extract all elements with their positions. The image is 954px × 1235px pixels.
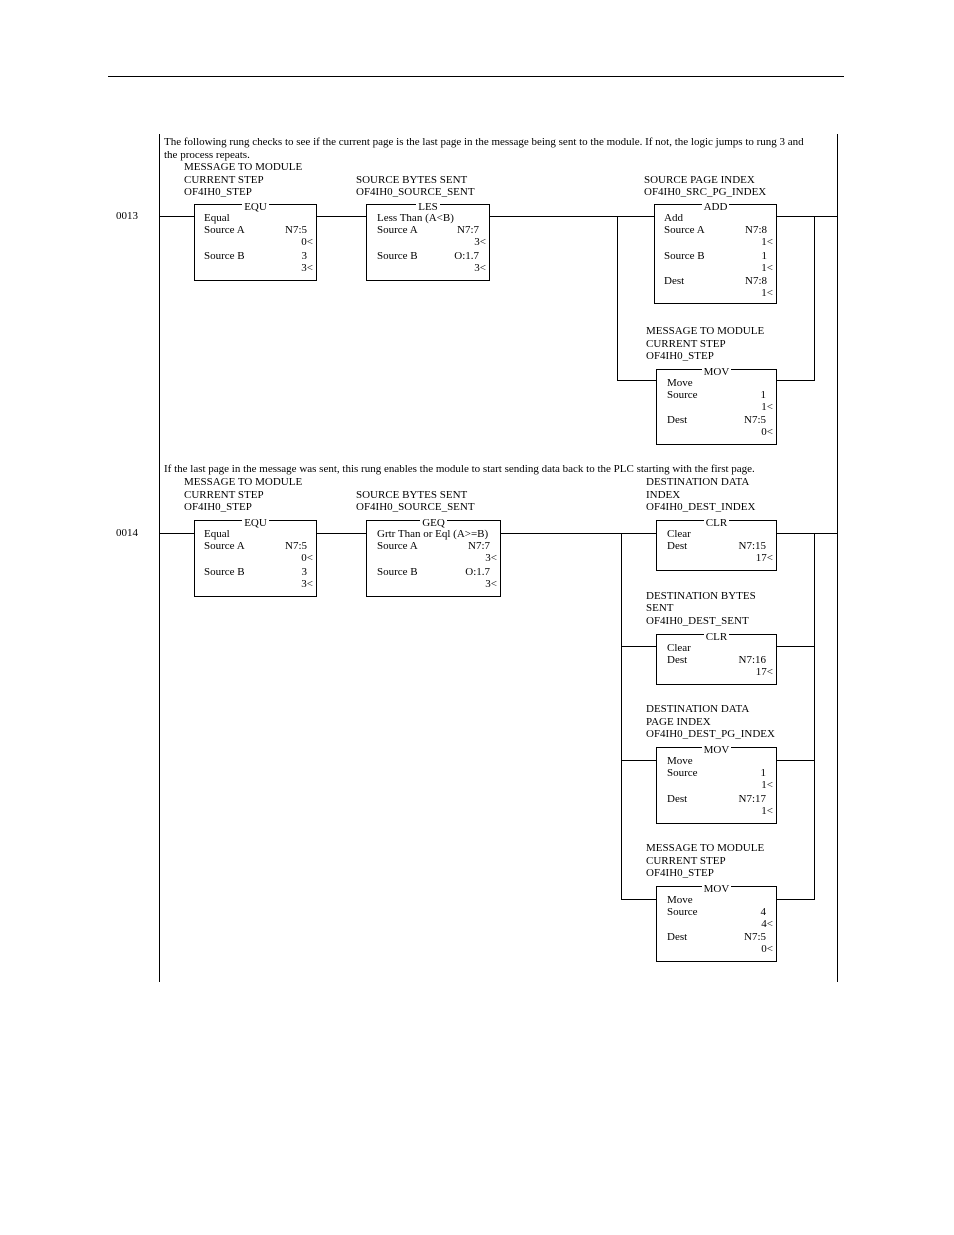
rung-0014-mov2-tag-line-2: CURRENT STEP [646, 855, 726, 867]
rung-0014-clr2-tag-line-1: DESTINATION BYTES [646, 590, 756, 602]
source-a-address: N7:5 [285, 224, 307, 236]
rung-0014-mov2-instruction[interactable] [656, 883, 777, 962]
dest-address: N7:16 [738, 654, 766, 666]
source-a-value: 3< [485, 552, 497, 564]
dest-label: Dest [667, 931, 688, 943]
instruction-mnemonic: EQU [244, 517, 267, 529]
rung-0014-geq-tag-line-2: OF4IH0_SOURCE_SENT [356, 501, 475, 513]
source-b-address: 1 [761, 250, 767, 262]
source-address: 1 [760, 389, 766, 401]
instruction-mnemonic: CLR [705, 631, 728, 643]
rung-0013-add-instruction[interactable] [654, 201, 777, 304]
source-a-value: 0< [301, 552, 313, 564]
dest-label: Dest [667, 540, 688, 552]
instruction-mnemonic: GEQ [422, 517, 445, 529]
rung-0014-mov1-tag-line-1: DESTINATION DATA [646, 703, 750, 715]
rung-0014-mov2-tag-line-3: OF4IH0_STEP [646, 867, 714, 879]
source-a-value: 0< [301, 236, 313, 248]
source-b-label: Source B [377, 566, 418, 578]
rung-0014-clr1-instruction[interactable] [656, 517, 777, 571]
rung-0014-mov1-tag-line-3: OF4IH0_DEST_PG_INDEX [646, 728, 775, 740]
source-b-value: 3< [301, 262, 313, 274]
dest-label: Dest [667, 414, 688, 426]
dest-value: 17< [755, 552, 773, 564]
rung-0013-comment-line-2: the process repeats. [164, 149, 250, 161]
source-value: 1< [761, 779, 773, 791]
rung-0014-comment-line-1: If the last page in the message was sent, this rung enables the module to start sending data back to the PLC starting with the first page. [164, 463, 755, 475]
source-a-label: Source A [204, 224, 245, 236]
source-b-label: Source B [664, 250, 705, 262]
source-value: 4< [761, 918, 773, 930]
instruction-mnemonic: CLR [705, 517, 728, 529]
instruction-mnemonic: MOV [703, 744, 730, 756]
source-a-label: Source A [664, 224, 705, 236]
source-b-value: 3< [474, 262, 486, 274]
instruction-title: Clear [667, 642, 691, 654]
source-b-value: 3< [301, 578, 313, 590]
instruction-title: Clear [667, 528, 691, 540]
rung-0014-clr2-instruction[interactable] [656, 631, 777, 685]
dest-value: 1< [761, 287, 773, 299]
instruction-mnemonic: MOV [703, 883, 730, 895]
source-a-value: 1< [761, 236, 773, 248]
source-b-address: 3 [301, 566, 307, 578]
source-b-label: Source B [377, 250, 418, 262]
source-a-label: Source A [377, 224, 418, 236]
dest-value: 17< [755, 666, 773, 678]
source-a-value: 3< [474, 236, 486, 248]
source-b-address: 3 [301, 250, 307, 262]
rung-0013-mov-tag-line-3: OF4IH0_STEP [646, 350, 714, 362]
dest-address: N7:17 [738, 793, 766, 805]
instruction-title: Move [667, 377, 693, 389]
rung-0014-geq-instruction[interactable] [366, 517, 501, 597]
dest-address: N7:5 [744, 931, 766, 943]
rung-0014-mov2-tag-line-1: MESSAGE TO MODULE [646, 842, 765, 854]
rung-0014-clr2-tag-line-3: OF4IH0_DEST_SENT [646, 615, 749, 627]
rung-0013-mov-tag-line-1: MESSAGE TO MODULE [646, 325, 765, 337]
dest-value: 0< [761, 426, 773, 438]
dest-address: N7:5 [744, 414, 766, 426]
instruction-title: Equal [204, 528, 230, 540]
rung-0014-equ-instruction[interactable] [194, 517, 317, 597]
source-label: Source [667, 906, 698, 918]
source-label: Source [667, 389, 698, 401]
source-b-label: Source B [204, 566, 245, 578]
source-address: 1 [760, 767, 766, 779]
dest-value: 1< [761, 805, 773, 817]
instruction-title: Move [667, 894, 693, 906]
source-a-label: Source A [377, 540, 418, 552]
rung-0013-les-tag-line-1: SOURCE BYTES SENT [356, 174, 468, 186]
source-a-address: N7:5 [285, 540, 307, 552]
instruction-mnemonic: EQU [244, 201, 267, 213]
rung-0013-equ-instruction[interactable] [194, 201, 317, 281]
source-label: Source [667, 767, 698, 779]
rung-0014-clr2-tag-line-2: SENT [646, 602, 674, 614]
rung-0013-number: 0013 [116, 210, 138, 222]
instruction-title: Move [667, 755, 693, 767]
rung-0013-mov-instruction[interactable] [656, 366, 777, 445]
rung-0013-equ-tag-line-3: OF4IH0_STEP [184, 186, 252, 198]
rung-0014-mov1-tag-line-2: PAGE INDEX [646, 716, 711, 728]
rung-0014-clr1-tag-line-3: OF4IH0_DEST_INDEX [646, 501, 756, 513]
rung-0014-clr1-tag-line-2: INDEX [646, 489, 681, 501]
source-b-label: Source B [204, 250, 245, 262]
rung-0014-equ-tag-line-1: MESSAGE TO MODULE [184, 476, 303, 488]
rung-0014-equ-tag-line-2: CURRENT STEP [184, 489, 264, 501]
source-b-address: O:1.7 [454, 250, 479, 262]
source-a-address: N7:8 [745, 224, 767, 236]
dest-label: Dest [667, 793, 688, 805]
instruction-mnemonic: ADD [703, 201, 728, 213]
source-a-address: N7:7 [468, 540, 490, 552]
instruction-mnemonic: MOV [703, 366, 730, 378]
source-value: 1< [761, 401, 773, 413]
rung-0013-les-instruction[interactable] [366, 201, 490, 281]
rung-0013-add-tag-line-1: SOURCE PAGE INDEX [644, 174, 755, 186]
rung-0013-add-tag-line-2: OF4IH0_SRC_PG_INDEX [644, 186, 767, 198]
source-b-value: 1< [761, 262, 773, 274]
rung-0013-les-tag-line-2: OF4IH0_SOURCE_SENT [356, 186, 475, 198]
dest-label: Dest [664, 275, 685, 287]
rung-0014-mov1-instruction[interactable] [656, 744, 777, 824]
source-b-address: O:1.7 [465, 566, 490, 578]
instruction-title: Add [664, 212, 683, 224]
dest-address: N7:15 [738, 540, 766, 552]
rung-0013-comment-line-1: The following rung checks to see if the current page is the last page in the message being sent to the module. If not, the logic jumps to rung 3 and [164, 136, 804, 148]
dest-value: 0< [761, 943, 773, 955]
rung-0013-equ-tag-line-2: CURRENT STEP [184, 174, 264, 186]
dest-address: N7:8 [745, 275, 767, 287]
instruction-mnemonic: LES [418, 201, 438, 213]
source-a-label: Source A [204, 540, 245, 552]
instruction-title: Equal [204, 212, 230, 224]
instruction-title: Less Than (A<B) [377, 212, 454, 224]
rung-0013-equ-tag-line-1: MESSAGE TO MODULE [184, 161, 303, 173]
rung-0014-number: 0014 [116, 527, 138, 539]
rung-0013-mov-tag-line-2: CURRENT STEP [646, 338, 726, 350]
rung-0014-geq-tag-line-1: SOURCE BYTES SENT [356, 489, 468, 501]
source-a-address: N7:7 [457, 224, 479, 236]
rung-0014-equ-tag-line-3: OF4IH0_STEP [184, 501, 252, 513]
rung-0014-clr1-tag-line-1: DESTINATION DATA [646, 476, 750, 488]
dest-label: Dest [667, 654, 688, 666]
instruction-title: Grtr Than or Eql (A>=B) [377, 528, 489, 540]
source-b-value: 3< [485, 578, 497, 590]
source-address: 4 [760, 906, 766, 918]
